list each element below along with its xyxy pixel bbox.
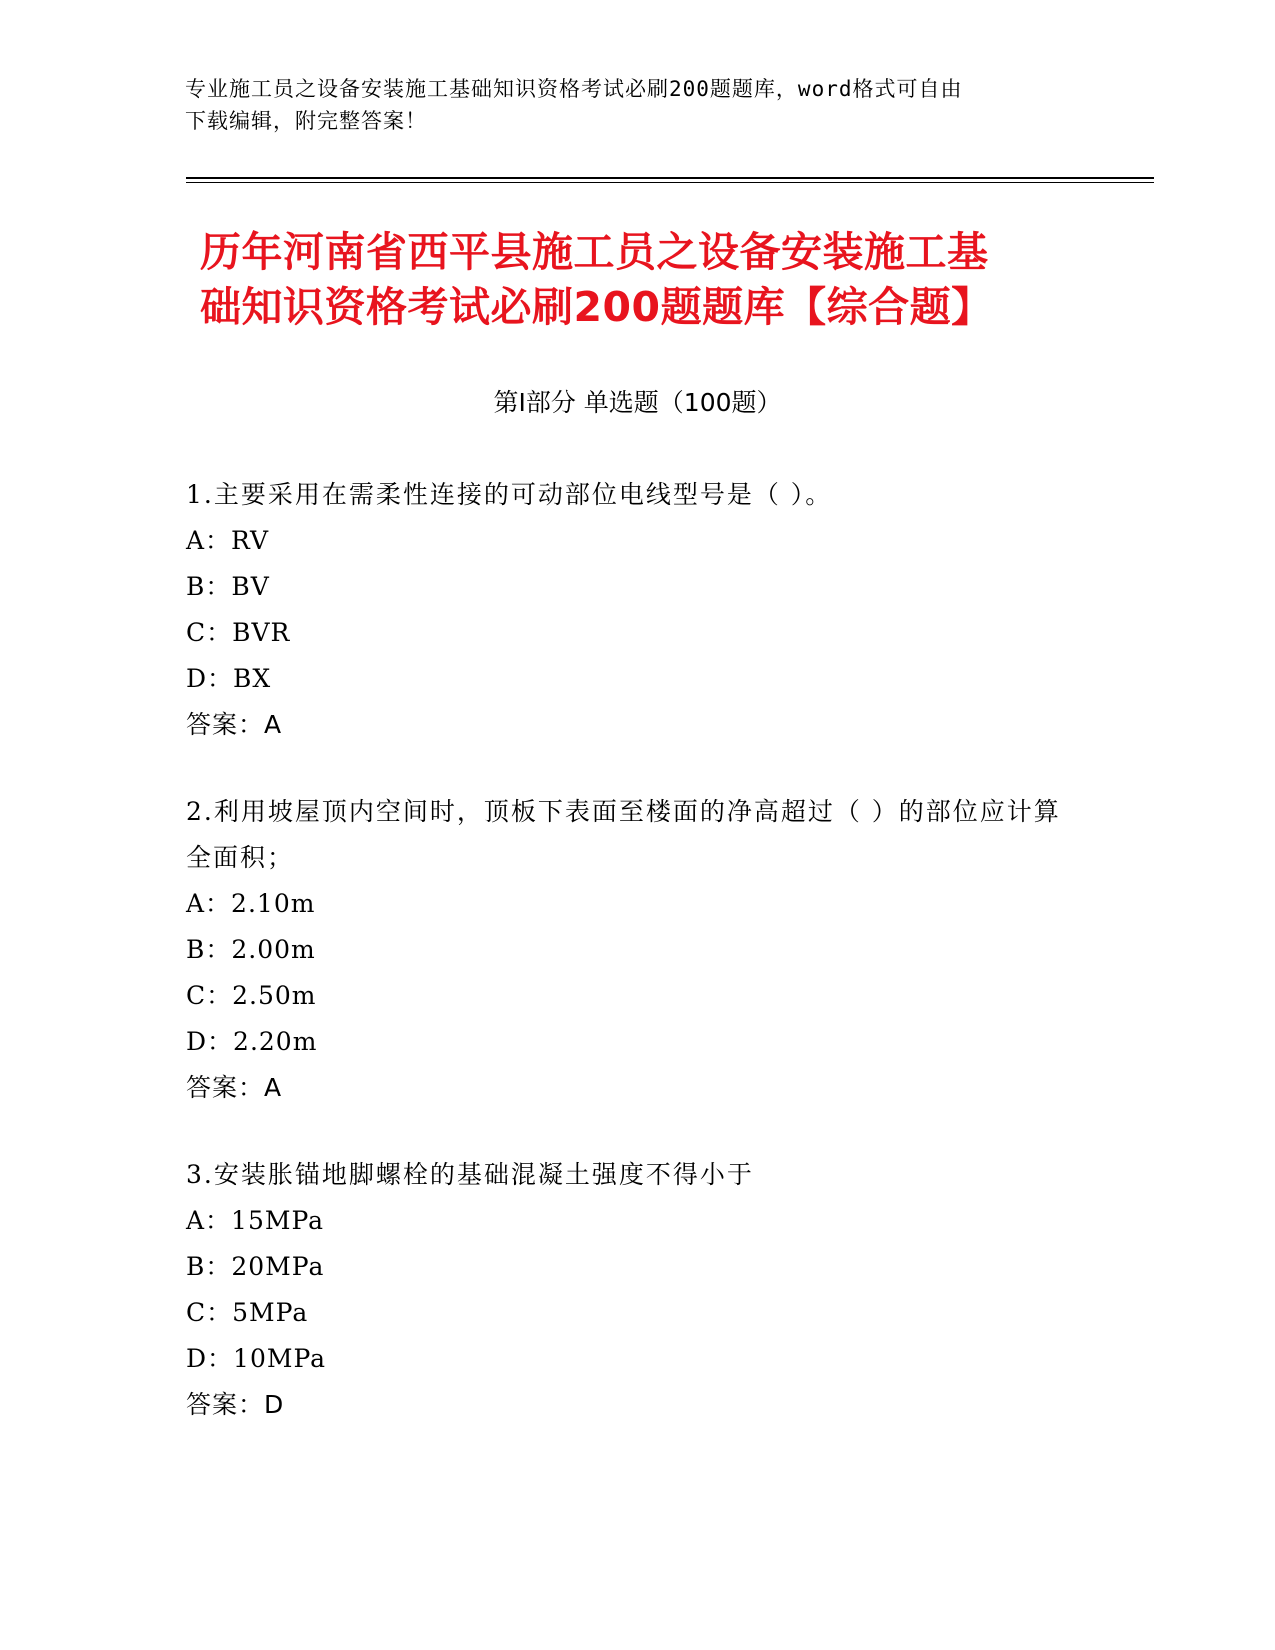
question-answer: 答案：D bbox=[186, 1390, 285, 1419]
option-d: D：10MPa bbox=[186, 1344, 327, 1373]
option-a: A：RV bbox=[186, 526, 270, 555]
option-d: D：BX bbox=[186, 664, 272, 693]
document-title-line-2: 础知识资格考试必刷200题题库【综合题】 bbox=[200, 283, 993, 331]
question-stem: 1.主要采用在需柔性连接的可动部位电线型号是（ ）。 bbox=[186, 480, 833, 509]
section-title: 第Ⅰ部分 单选题（100题） bbox=[493, 388, 782, 417]
question-item bbox=[186, 472, 1086, 748]
question-item bbox=[186, 1152, 1086, 1428]
header-note-line-1: 专业施工员之设备安装施工基础知识资格考试必刷200题题库，word格式可自由 bbox=[185, 77, 963, 101]
document-title-line-1: 历年河南省西平县施工员之设备安装施工基 bbox=[200, 228, 989, 276]
question-stem: 2.利用坡屋顶内空间时，顶板下表面至楼面的净高超过（ ）的部位应计算全面积； bbox=[186, 797, 1061, 872]
question-answer: 答案：A bbox=[186, 710, 283, 739]
option-b: B：BV bbox=[186, 572, 270, 601]
option-c: C：2.50m bbox=[186, 981, 317, 1010]
header-divider-thin bbox=[186, 182, 1154, 183]
option-b: B：2.00m bbox=[186, 935, 316, 964]
header-note-line-2: 下载编辑，附完整答案！ bbox=[185, 109, 427, 133]
option-b: B：20MPa bbox=[186, 1252, 325, 1281]
option-a: A：2.10m bbox=[186, 889, 316, 918]
question-answer: 答案：A bbox=[186, 1073, 283, 1102]
option-c: C：BVR bbox=[186, 618, 291, 647]
option-d: D：2.20m bbox=[186, 1027, 318, 1056]
document-title bbox=[200, 225, 1100, 335]
header-note bbox=[185, 73, 1065, 137]
option-c: C：5MPa bbox=[186, 1298, 309, 1327]
header-divider-thick bbox=[186, 177, 1154, 179]
question-item bbox=[186, 789, 1086, 1111]
option-a: A：15MPa bbox=[186, 1206, 325, 1235]
question-stem: 3.安装胀锚地脚螺栓的基础混凝土强度不得小于 bbox=[186, 1160, 754, 1189]
